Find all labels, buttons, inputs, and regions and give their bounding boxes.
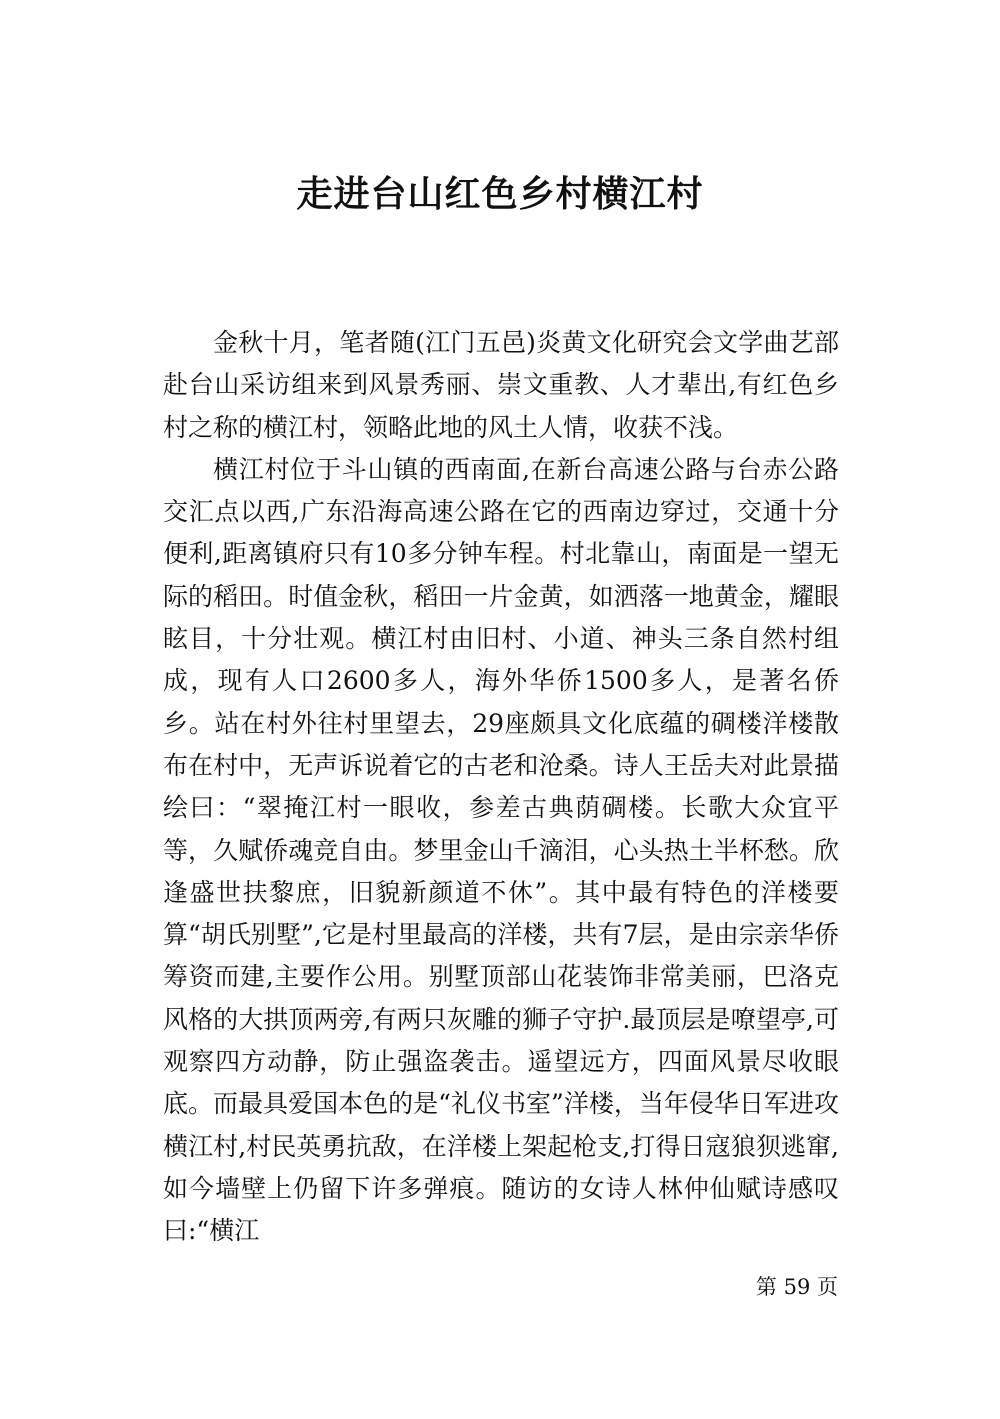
- paragraph: 横江村位于斗山镇的西南面,在新台高速公路与台赤公路交汇点以西,广东沿海高速公路在它的西南边穿过，交通十分便利,距离镇府只有10多分钟车程。村北靠山，南面是一望无际的稻田。时值金秋，稻田一片金黄，如洒落一地黄金，耀眼眩目，十分壮观。横江村由旧村、小道、神头三条自然村组成，现有人口2600多人，海外华侨1500多人，是著名侨乡。站在村外往村里望去，29座颇具文化底蕴的碉楼洋楼散布在村中，无声诉说着它的古老和沧桑。诗人王岳夫对此景描绘曰：“翠掩江村一眼收，参差古典荫碉楼。长歌大众宜平等，久赋侨魂竞自由。梦里金山千滴泪，心头热土半杯愁。欣逢盛世扶黎庶，旧貌新颜道不休”。其中最有特色的洋楼要算“胡氏别墅”,它是村里最高的洋楼，共有7层，是由宗亲华侨筹资而建,主要作公用。别墅顶部山花装饰非常美丽，巴洛克风格的大拱顶两旁,有两只灰雕的狮子守护.最顶层是嘹望亭,可观察四方动静，防止强盗袭击。遥望远方，四面风景尽收眼底。而最具爱国本色的是“礼仪书室”洋楼，当年侵华日军进攻横江村,村民英勇抗敌，在洋楼上架起枪支,打得日寇狼狈逃窜,如今墙壁上仍留下许多弹痕。随访的女诗人林仲仙赋诗感叹曰:“横江: [163, 454, 839, 1246]
- paragraph: 金秋十月，笔者随(江门五邑)炎黄文化研究会文学曲艺部赴台山采访组来到风景秀丽、崇文重教、人才辈出,有红色乡村之称的横江村，领略此地的风土人情，收获不浅。: [163, 328, 839, 442]
- article-body: [163, 322, 839, 1253]
- page-number: 第 59 页: [755, 1275, 838, 1299]
- page-title: 走进台山红色乡村横江村: [296, 174, 704, 215]
